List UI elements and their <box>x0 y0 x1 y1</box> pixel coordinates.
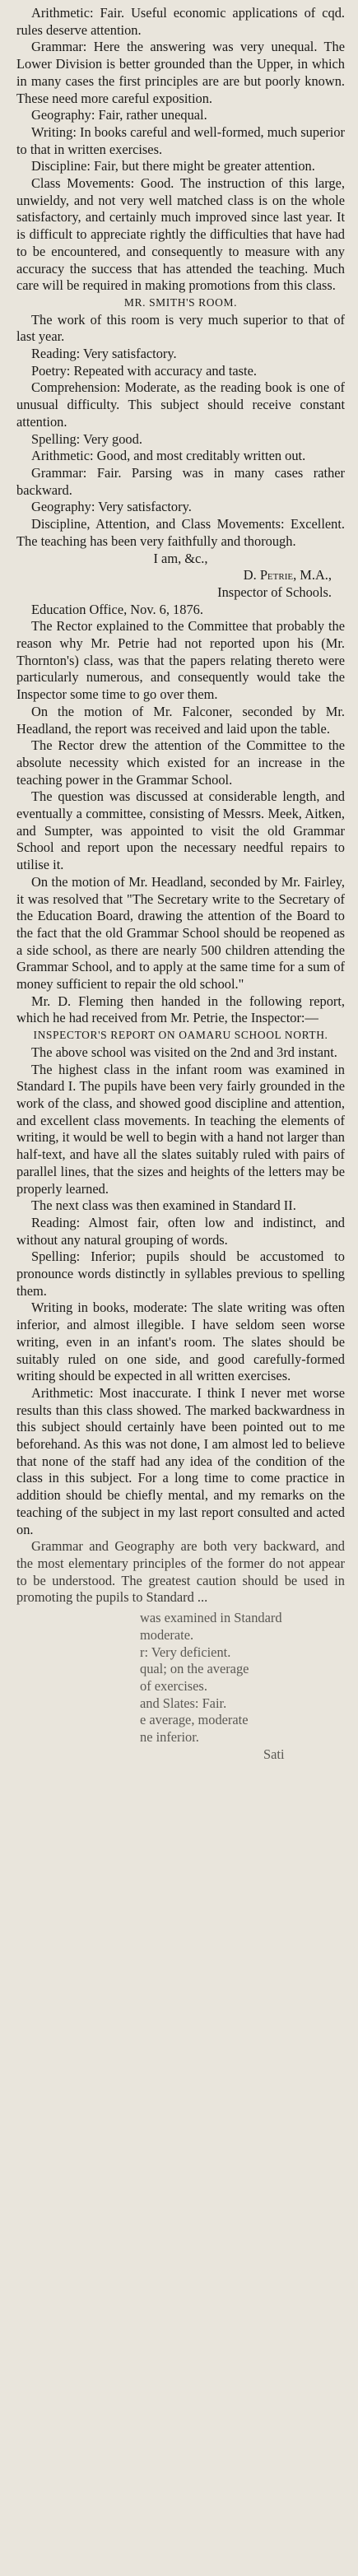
damaged-fragment: of exercises. <box>140 1677 207 1694</box>
paragraph: Mr. D. Fleming then handed in the following report, which he had received from Mr. Petrie, the Inspector:— <box>16 993 345 1026</box>
paragraph: Arithmetic: Good, and most creditably written out. <box>31 448 306 464</box>
paragraph: Poetry: Repeated with accuracy and taste. <box>31 362 257 379</box>
damaged-fragment: r: Very deficient. <box>140 1644 231 1660</box>
paragraph: The question was discussed at considerable length, and eventually a committee, consisting of Messrs. Meek, Aitken, and Sumpter, was appointed to visit the old Grammar School and report upon the necessary needful repairs to utilise it. <box>16 788 345 873</box>
paragraph: Grammar and Geography are both very backward, and the most elementary principles of the former do not appear to be understood. The greatest caution should be used in promoting the pupils to Standard ... <box>16 1538 345 1606</box>
paragraph: Geography: Very satisfactory. <box>31 499 192 515</box>
paragraph: Spelling: Inferior; pupils should be accustomed to pronounce words distinctly in syllables previous to spelling them. <box>16 1248 345 1299</box>
paragraph: Reading: Almost fair, often low and indistinct, and without any natural grouping of words. <box>16 1214 345 1248</box>
section-heading: INSPECTOR'S REPORT ON OAMARU SCHOOL NORTH. <box>33 1029 328 1042</box>
paragraph: Grammar: Fair. Parsing was in many cases rather backward. <box>16 464 345 498</box>
paragraph: The highest class in the infant room was examined in Standard I. The pupils have been very fairly grounded in the work of the class, and showed good discipline and attention, and excellent class movements. In teaching the elements of writing, it would be well to begin with a hand not larger than half-text, and have all the slates suitably ruled with pairs of parallel lines, that the sizes and heights of the letters may be properly learned. <box>16 1061 345 1197</box>
paragraph: Class Movements: Good. The instruction of this large, unwieldy, and not very well matched class is on the whole satisfactory, and certainly much improved since last year. It is difficult to appreciate rightly the difficulties that have had to be encountered, and consequently to measure with any accuracy the success that has attended the teaching. Much care will be required in making promotions from this class. <box>16 175 345 294</box>
damaged-fragment: qual; on the average <box>140 1661 249 1677</box>
damaged-fragment: was examined in Standard <box>140 1610 282 1626</box>
text-column <box>16 5 345 1763</box>
paragraph: The above school was visited on the 2nd and 3rd instant. <box>31 1044 337 1060</box>
paragraph: Arithmetic: Most inaccurate. I think I never met worse results than this class showed. The marked backwardness in this subject should certainly have been pointed out to me beforehand. As this was not done, I am almost led to believe that none of the staff had any idea of the condition of the class in this subject. For a long time to come practice in addition should be chiefly mental, and my remarks on the teaching of the subject in my last report consulted and acted on. <box>16 1384 345 1537</box>
closing-salutation: I am, &c., <box>153 550 208 566</box>
signature-title: Inspector of Schools. <box>217 584 332 600</box>
paragraph: On the motion of Mr. Headland, seconded by Mr. Fairley, it was resolved that "The Secretary write to the Secretary of the Education Board, drawing the attention of the Board to the fact that the old Grammar School should be reopened as a side school, as there are nearly 500 children attending the Grammar School, and to apply at the same time for a sum of money sufficient to repair the old school." <box>16 873 345 993</box>
paragraph: Grammar: Here the answering was very unequal. The Lower Division is better grounded than the Upper, in which in many cases the first principles are are but poorly known. These need more careful exposition. <box>16 39 345 106</box>
paragraph: Reading: Very satisfactory. <box>31 346 177 362</box>
damaged-fragment: e average, moderate <box>140 1712 249 1728</box>
paragraph: Discipline: Fair, but there might be greater attention. <box>31 158 315 174</box>
paragraph: The work of this room is very much superior to that of last year. <box>16 311 345 345</box>
dateline: Education Office, Nov. 6, 1876. <box>31 601 203 617</box>
signature-name: D. Petrie, M.A., <box>243 567 332 584</box>
paragraph: Comprehension: Moderate, as the reading book is one of unusual difficulty. This subject should receive constant attention. <box>16 379 345 430</box>
paragraph: Writing in books, moderate: The slate writing was often inferior, and almost illegible. I have seldom seen worse writing, even in an infant's room. The slates should be suitably ruled on one side, and good carefully-formed writing should be expected in all written exercises. <box>16 1300 345 1384</box>
paragraph: The next class was then examined in Standard II. <box>31 1197 296 1214</box>
paragraph: Geography: Fair, rather unequal. <box>31 107 207 123</box>
damaged-fragment: ne inferior. <box>140 1729 199 1746</box>
paragraph: On the motion of Mr. Falconer, seconded by Mr. Headland, the report was received and laid upon the table. <box>16 703 345 737</box>
paragraph: Discipline, Attention, and Class Movements: Excellent. The teaching has been very faithfully and thorough. <box>16 516 345 549</box>
paragraph: Arithmetic: Fair. Useful economic applications of cqd. rules deserve attention. <box>16 5 345 38</box>
paragraph: The Rector drew the attention of the Committee to the absolute necessity which existed for an increase in the teaching power in the Grammar School. <box>16 737 345 788</box>
paragraph: Writing: In books careful and well-formed, much superior to that in written exercises. <box>16 123 345 157</box>
paragraph: The Rector explained to the Committee that probably the reason why Mr. Petrie had not reported upon his (Mr. Thornton's) class, was that the papers relating thereto were particularly numerous, and consequently would take the Inspector some time to go over them. <box>16 618 345 703</box>
damaged-fragment: moderate. <box>140 1626 194 1643</box>
paragraph: Spelling: Very good. <box>31 430 142 447</box>
damaged-fragment: and Slates: Fair. <box>140 1695 227 1711</box>
section-heading: MR. SMITH'S ROOM. <box>123 295 238 309</box>
damaged-fragment: Sati <box>263 1746 285 1762</box>
